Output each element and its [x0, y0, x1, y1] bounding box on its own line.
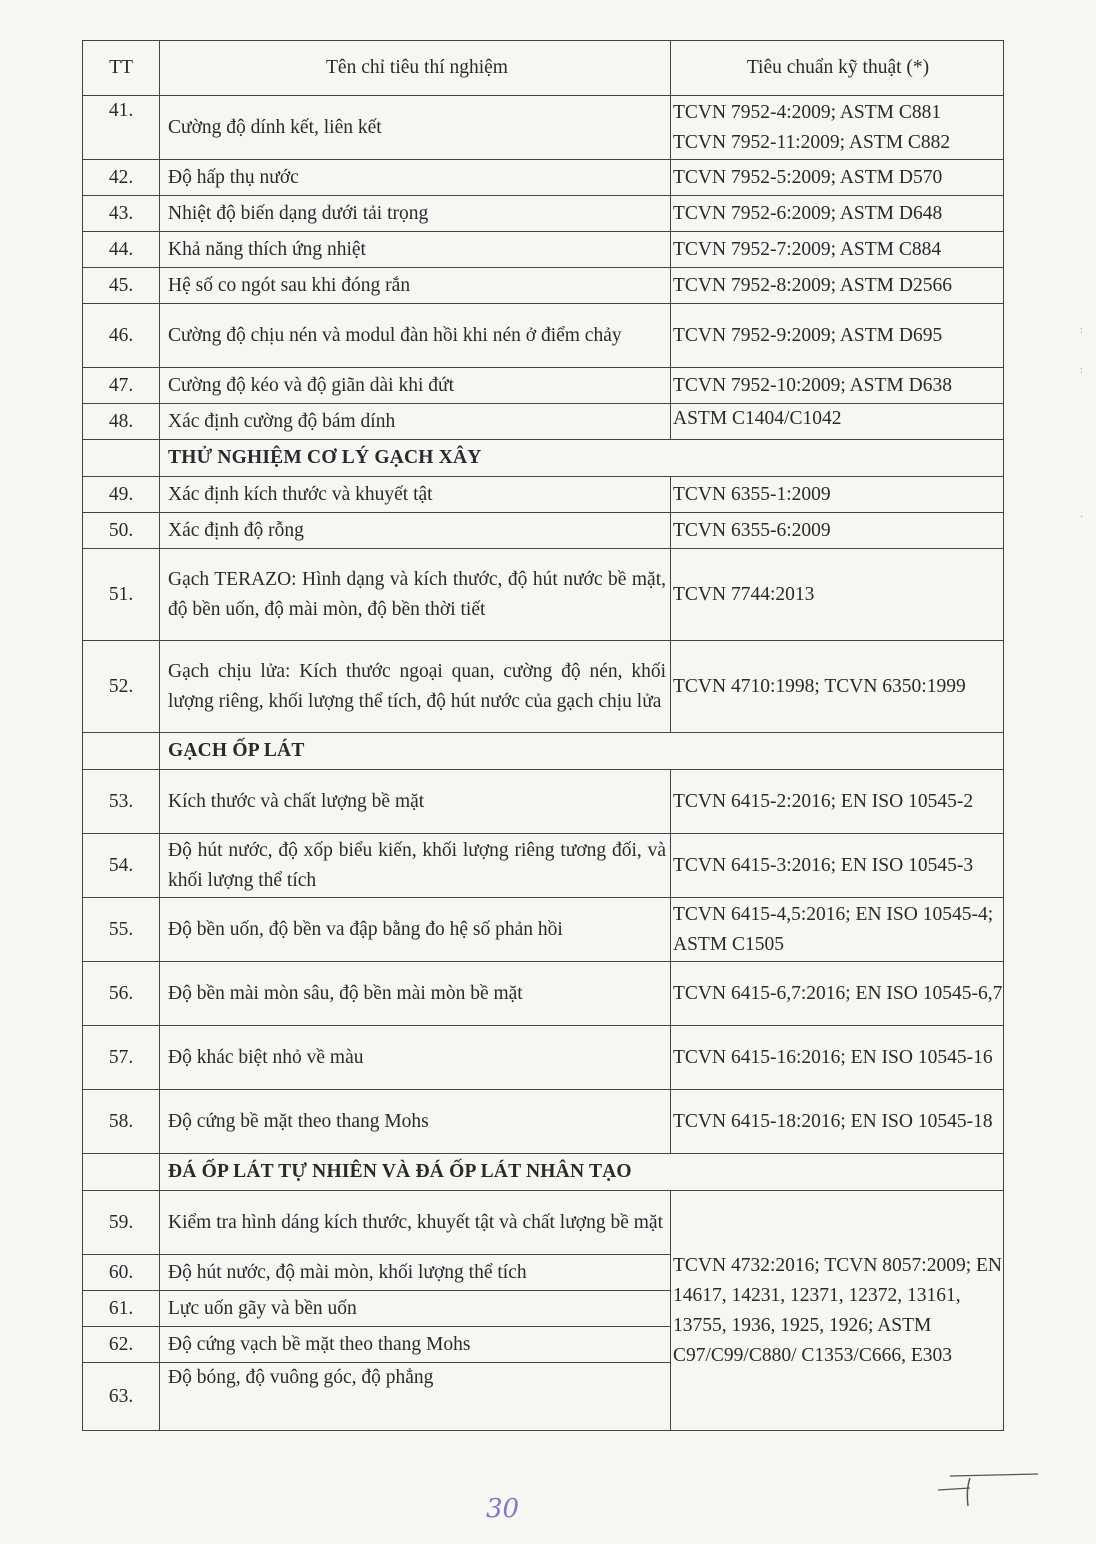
section-heading-stone: ĐÁ ỐP LÁT TỰ NHIÊN VÀ ĐÁ ỐP LÁT NHÂN TẠO [160, 1154, 1004, 1191]
row-standard: TCVN 6355-1:2009 [671, 477, 1004, 513]
row-standard: TCVN 6415-2:2016; EN ISO 10545-2 [671, 770, 1004, 834]
row-test-name: Lực uốn gãy và bền uốn [160, 1291, 671, 1327]
table-row [83, 834, 1004, 898]
row-test-name: Độ cứng bề mặt theo thang Mohs [160, 1090, 671, 1154]
row-standard-stone: TCVN 4732:2016; TCVN 8057:2009; EN 14617, 14231, 12371, 12372, 13161, 13755, 1936, 1925, 1926; ASTM C97/C99/C880/ C1353/C666, E303 [671, 1191, 1004, 1431]
header-standard: Tiêu chuẩn kỹ thuật (*) [671, 41, 1004, 96]
table-row [83, 196, 1004, 232]
row-standard: TCVN 7952-10:2009; ASTM D638 [671, 368, 1004, 404]
table-row [83, 549, 1004, 641]
signature-mark [930, 1468, 1040, 1508]
row-tt: 47. [83, 368, 160, 404]
table-row [83, 404, 1004, 440]
row-test-name: Độ bóng, độ vuông góc, độ phẳng [160, 1363, 671, 1431]
row-test-name: Độ hấp thụ nước [160, 160, 671, 196]
section-row-brick [83, 440, 1004, 477]
row-standard: TCVN 7952-5:2009; ASTM D570 [671, 160, 1004, 196]
table-row [83, 513, 1004, 549]
table-row [83, 1026, 1004, 1090]
header-tt: TT [83, 41, 160, 96]
row-tt: 60. [83, 1255, 160, 1291]
row-tt: 45. [83, 268, 160, 304]
row-standard: TCVN 7952-6:2009; ASTM D648 [671, 196, 1004, 232]
row-standard [671, 96, 1004, 160]
table-header-row [83, 41, 1004, 96]
row-tt: 42. [83, 160, 160, 196]
row-tt: 55. [83, 898, 160, 962]
row-tt: 57. [83, 1026, 160, 1090]
page-number: 30 [486, 1494, 520, 1524]
row-tt: 46. [83, 304, 160, 368]
row-standard: TCVN 6415-4,5:2016; EN ISO 10545-4; ASTM C1505 [671, 898, 1004, 962]
row-standard-line-2: TCVN 7952-11:2009; ASTM C882 [673, 131, 951, 153]
row-standard: ASTM C1404/C1042 [671, 404, 1004, 440]
table-row [83, 770, 1004, 834]
row-test-name: Độ khác biệt nhỏ về màu [160, 1026, 671, 1090]
row-test-name: Gạch TERAZO: Hình dạng và kích thước, độ hút nước bề mặt, độ bền uốn, độ mài mòn, độ bền thời tiết [160, 549, 671, 641]
row-test-name: Xác định cường độ bám dính [160, 404, 671, 440]
test-standards-table [82, 40, 1004, 1431]
row-tt: 62. [83, 1327, 160, 1363]
table-row [83, 268, 1004, 304]
row-standard: TCVN 7744:2013 [671, 549, 1004, 641]
section-row-stone [83, 1154, 1004, 1191]
row-test-name: Độ hút nước, độ mài mòn, khối lượng thể tích [160, 1255, 671, 1291]
table-row [83, 641, 1004, 733]
row-tt: 53. [83, 770, 160, 834]
row-test-name: Cường độ kéo và độ giãn dài khi đứt [160, 368, 671, 404]
row-standard: TCVN 6415-18:2016; EN ISO 10545-18 [671, 1090, 1004, 1154]
row-test-name: Hệ số co ngót sau khi đóng rắn [160, 268, 671, 304]
row-test-name: Nhiệt độ biến dạng dưới tải trọng [160, 196, 671, 232]
header-test-name: Tên chỉ tiêu thí nghiệm [160, 41, 671, 96]
scan-speck: · [1080, 512, 1084, 523]
table-row [83, 304, 1004, 368]
row-test-name: Độ bền uốn, độ bền va đập bằng đo hệ số phản hồi [160, 898, 671, 962]
row-standard: TCVN 6355-6:2009 [671, 513, 1004, 549]
row-test-name: Xác định độ rỗng [160, 513, 671, 549]
table-row [83, 1090, 1004, 1154]
row-standard: TCVN 7952-9:2009; ASTM D695 [671, 304, 1004, 368]
row-tt: 49. [83, 477, 160, 513]
row-standard: TCVN 7952-7:2009; ASTM C884 [671, 232, 1004, 268]
row-tt: 63. [83, 1363, 160, 1431]
row-standard: TCVN 6415-6,7:2016; EN ISO 10545-6,7 [671, 962, 1004, 1026]
row-standard: TCVN 6415-16:2016; EN ISO 10545-16 [671, 1026, 1004, 1090]
row-tt: 43. [83, 196, 160, 232]
table-row [83, 477, 1004, 513]
row-tt: 59. [83, 1191, 160, 1255]
section-heading-tile: GẠCH ỐP LÁT [160, 733, 1004, 770]
row-test-name: Xác định kích thước và khuyết tật [160, 477, 671, 513]
row-tt: 61. [83, 1291, 160, 1327]
row-tt: 52. [83, 641, 160, 733]
table-row [83, 96, 1004, 160]
row-test-name: Cường độ dính kết, liên kết [160, 96, 671, 160]
row-tt: 54. [83, 834, 160, 898]
table-row [83, 898, 1004, 962]
row-test-name: Khả năng thích ứng nhiệt [160, 232, 671, 268]
row-tt: 56. [83, 962, 160, 1026]
row-standard: TCVN 7952-8:2009; ASTM D2566 [671, 268, 1004, 304]
row-test-name: Cường độ chịu nén và modul đàn hồi khi nén ở điểm chảy [160, 304, 671, 368]
table-row [83, 232, 1004, 268]
table-row [83, 962, 1004, 1026]
row-tt: 41. [83, 96, 160, 160]
row-tt: 48. [83, 404, 160, 440]
row-test-name: Độ cứng vạch bề mặt theo thang Mohs [160, 1327, 671, 1363]
row-tt: 44. [83, 232, 160, 268]
row-test-name: Kiểm tra hình dáng kích thước, khuyết tật và chất lượng bề mặt [160, 1191, 671, 1255]
row-test-name: Kích thước và chất lượng bề mặt [160, 770, 671, 834]
section-row-tile [83, 733, 1004, 770]
row-standard: TCVN 6415-3:2016; EN ISO 10545-3 [671, 834, 1004, 898]
row-tt: 58. [83, 1090, 160, 1154]
scan-speck: : [1080, 325, 1083, 336]
row-test-name: Độ bền mài mòn sâu, độ bền mài mòn bề mặt [160, 962, 671, 1026]
section-heading-brick: THỬ NGHIỆM CƠ LÝ GẠCH XÂY [160, 440, 1004, 477]
scan-speck: : [1080, 365, 1083, 376]
table-row [83, 160, 1004, 196]
row-tt: 50. [83, 513, 160, 549]
row-test-name: Gạch chịu lửa: Kích thước ngoại quan, cường độ nén, khối lượng riêng, khối lượng thể tích, độ hút nước của gạch chịu lửa [160, 641, 671, 733]
table-row [83, 1191, 1004, 1255]
row-standard-line-1: TCVN 7952-4:2009; ASTM C881 [673, 101, 942, 123]
table-row [83, 368, 1004, 404]
row-test-name: Độ hút nước, độ xốp biểu kiến, khối lượng riêng tương đối, và khối lượng thể tích [160, 834, 671, 898]
row-standard: TCVN 4710:1998; TCVN 6350:1999 [671, 641, 1004, 733]
row-tt: 51. [83, 549, 160, 641]
